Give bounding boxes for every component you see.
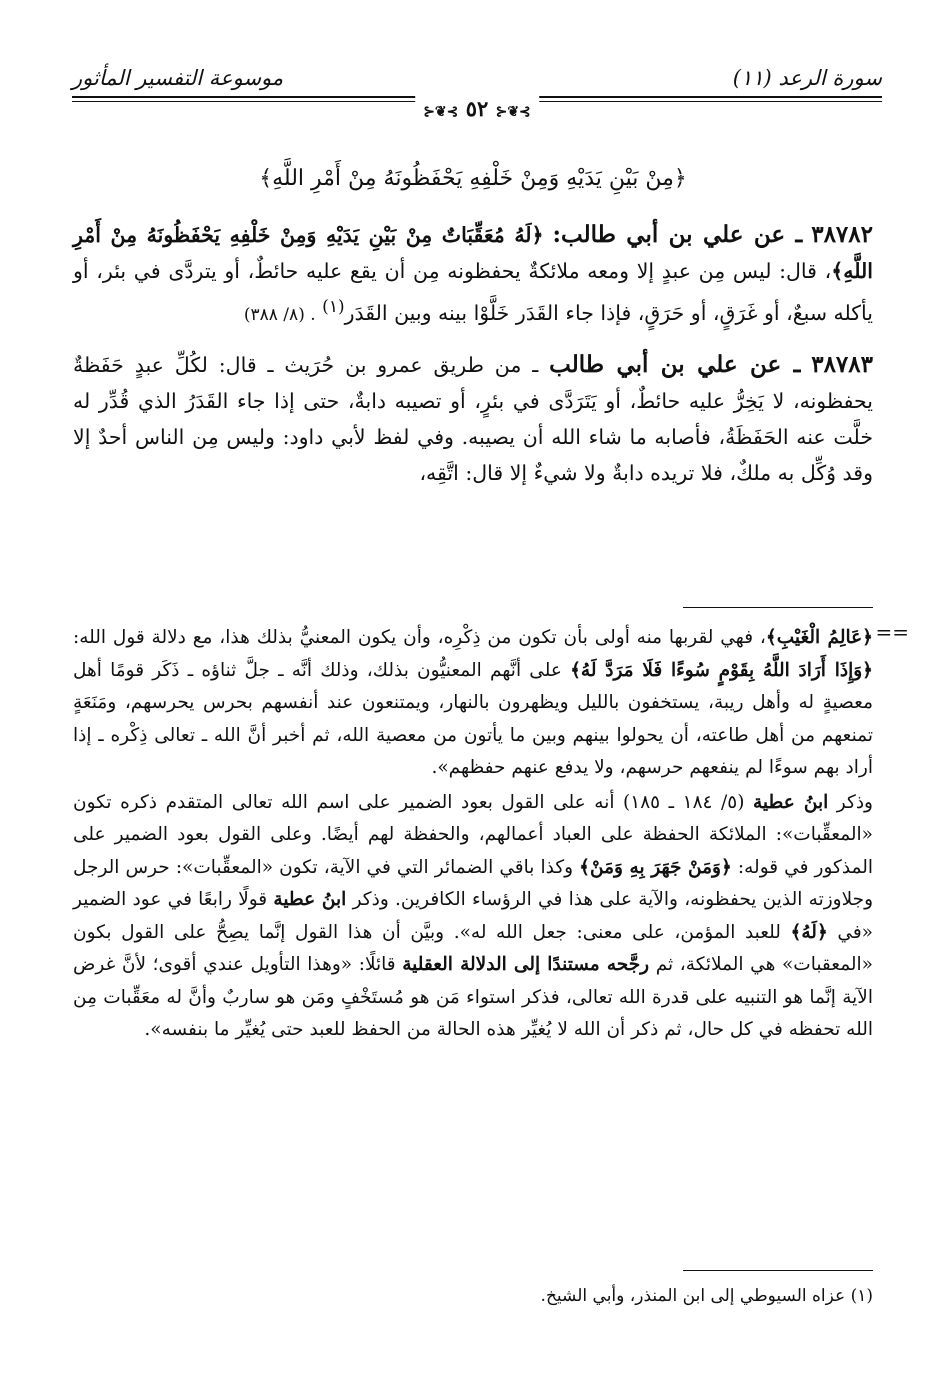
commentary-run: ابنُ عطية [753,791,829,813]
surah-title: سورة الرعد (١١) [732,66,882,90]
footnote [73,1282,873,1310]
footnote-text: عزاه السيوطي إلى ابن المنذر، وأبي الشيخ. [540,1286,846,1306]
commentary-paragraph [73,622,873,785]
footnotes [73,1282,873,1310]
entry-text: ، قال: ليس مِن عبدٍ إلا ومعه ملائكةٌ يحفظونه مِن أن يقع عليه حائطٌ، أو يتردَّى في بئر، أو يأكله سبعٌ، أو غَرَقٍ، أو حَرَقٍ، فإذا جاء القَدَر خَلَّوْا بينه وبين القَدَر [73,259,873,325]
entry-text: ـ من طريق عمرو بن حُرَيث ـ قال: لكُلِّ عبدٍ حَفَظةٌ يحفظونه، لا يَخِرُّ عليه حائطٌ، أو يَتَرَدَّى في بئرٍ، أو تصيبه دابةٌ، حتى إذا جاء القَدَرُ الذي قُدِّر له خلَّت عنه الحَفَظَةُ، فأصابه ما شاء الله أن يصيبه. وفي لفظ لأبي داود: وليس مِن الناس أحدٌ إلا وقد وُكِّل به ملكٌ، فلا تريده دابةٌ ولا شيءٌ إلا قال: اتَّقِه، [73,352,873,485]
book-title: موسوعة التفسير المأثور [72,66,284,90]
commentary-run: ابنُ عطية [273,889,347,910]
commentary-run: ، فهي لقربها منه أولى بأن تكون من ذِكْرِه، وأن يكون المعنيُّ بذلك هذا، مع دلالة قول الله: [73,627,766,648]
entry-narrator: عن علي بن أبي طالب: [552,221,786,248]
commentary-run: ﴿عَالِمُ الْغَيْبِ﴾ [765,627,873,648]
verse-heading: ﴿مِنْ بَيْنِ يَدَيْهِ وَمِنْ خَلْفِهِ يَحْفَظُونَهُ مِنْ أَمْرِ اللَّهِ﴾ [259,166,687,191]
ornament-icon: ⊱❦⊰ [495,104,531,120]
page-number-block [415,96,539,121]
commentary-run: قولًا رابعًا في عود الضمير «في [73,889,873,943]
commentary-run: ﴿وَمَنْ جَهَرَ بِهِ وَمَنْ﴾ [579,856,732,878]
ornament-icon: ⊱❦⊰ [423,104,459,120]
commentary-run: وذكر [828,791,873,813]
entry-quote: ﴿لَهُ مُعَقِّبَاتٌ مِنْ بَيْنِ يَدَيْهِ وَمِنْ خَلْفِهِ يَحْفَظُونَهُ مِنْ أَمْرِ اللَّهِ﴾ [73,223,873,283]
footnote-mark: (١) [322,297,345,317]
footnote-divider [683,1270,873,1271]
commentary-run: ﴿وَإِذَا أَرَادَ اللَّهُ بِقَوْمٍ سُوءًا فَلَا مَرَدَّ لَهُ﴾ [570,659,873,681]
commentary [73,622,873,1049]
entry-38783: ٣٨٧٨٣ ـ عن علي بن أبي طالب ـ من طريق عمرو بن حُرَيث ـ قال: لكُلِّ عبدٍ حَفَظةٌ يحفظونه، لا يَخِرُّ عليه حائطٌ، أو يَتَرَدَّى في بئرٍ، أو تصيبه دابةٌ، حتى إذا جاء القَدَرُ الذي قُدِّر له خلَّت عنه الحَفَظَةُ، فأصابه ما شاء الله أن يصيبه. وفي لفظ لأبي داود: وليس مِن الناس أحدٌ إلا وقد وُكِّل به ملكٌ، فلا تريده دابةٌ ولا شيءٌ إلا قال: اتَّقِه، [73,350,873,485]
entry-38782: ٣٨٧٨٢ ـ عن علي بن أبي طالب: ﴿لَهُ مُعَقِّبَاتٌ مِنْ بَيْنِ يَدَيْهِ وَمِنْ خَلْفِهِ يَحْفَظُونَهُ مِنْ أَمْرِ اللَّهِ﴾، قال: ليس مِن عبدٍ إلا ومعه ملائكةٌ يحفظونه مِن أن يقع عليه حائطٌ، أو يتردَّى في بئر، أو يأكله سبعٌ، أو غَرَقٍ، أو حَرَقٍ، فإذا جاء القَدَر خَلَّوْا بينه وبين القَدَر$^{(١)}$ . (٨/ ٣٨٨) [73,221,873,325]
commentary-run: على أنَّهم المعنيُّون بذلك، وذلك أنَّه ـ جلَّ ثناؤه ـ ذَكَر قومًا أهل معصيةٍ له وأهل ريبة، يستخفون بالليل ويظهرون بالنهار، ويمتنعون عند أنفسهم بحرس يحرسهم، ومَنَعَةٍ تمنعهم من أهل طاعته، أن يحولوا بينهم وبين ما يأتون من معصية الله، ثم أخبر أنَّ الله ـ تعالى ذِكْره ـ إذا أراد بهم سوءًا لم ينفعهم حرسهم، ولا يدفع عنهم حفظهم». [73,659,873,778]
footnote-number: (١) [850,1286,873,1306]
entry-reference: . (٨/ ٣٨٨) [243,304,316,325]
commentary-paragraph [73,787,873,1047]
entry-narrator: عن علي بن أبي طالب [549,350,782,378]
commentary-run: للعبد المؤمن، على معنى: جعل الله له». وبيَّن أن هذا القول إنَّما يصِحُّ على القول بكون «المعقبات» هي الملائكة، ثم [73,921,873,975]
continuation-mark: == [875,620,909,644]
entry-number: ٣٨٧٨٢ [811,221,873,248]
commentary-divider [683,607,873,608]
commentary-run: قائلًا: «وهذا التأويل عندي أقوى؛ لأنَّ غرض الآية إنَّما هو التنبيه على قدرة الله تعالى، فذكر استواء مَن هو مُستَخْفٍ ومَن هو ساربٌ وأنَّ له معَقِّبات مِن الله تحفظه في كل حال، ثم ذكر أن الله لا يُغيِّر هذه الحالة من الحفظ للعبد حتى يُغيِّر ما بنفسه». [73,954,873,1040]
commentary-run: ﴿لَهُ﴾ [790,921,828,943]
page-header [72,62,882,122]
entry-number: ٣٨٧٨٣ [811,350,873,378]
main-text [73,162,873,505]
commentary-run: رجَّحه مستندًا إلى الدلالة العقلية [402,954,650,975]
page-number: ٥٢ [465,96,489,121]
commentary-run: (٥/ ١٨٤ ـ ١٨٥) أنه على القول بعود الضمير على اسم الله تعالى المتقدم ذكره تكون «المعقِّبات»: الملائكة الحفظة على العباد أعمالهم، والحفظة لهم أيضًا. وعلى القول بعود الضمير على المذكور في قوله: [73,791,873,878]
commentary-run: وكذا باقي الضمائر التي في الآية، تكون «المعقِّبات»: حرس الرجل وجلاوزته الذين يحفظونه، والآية على هذا في الرؤساء الكافرين. وذكر [73,856,874,910]
